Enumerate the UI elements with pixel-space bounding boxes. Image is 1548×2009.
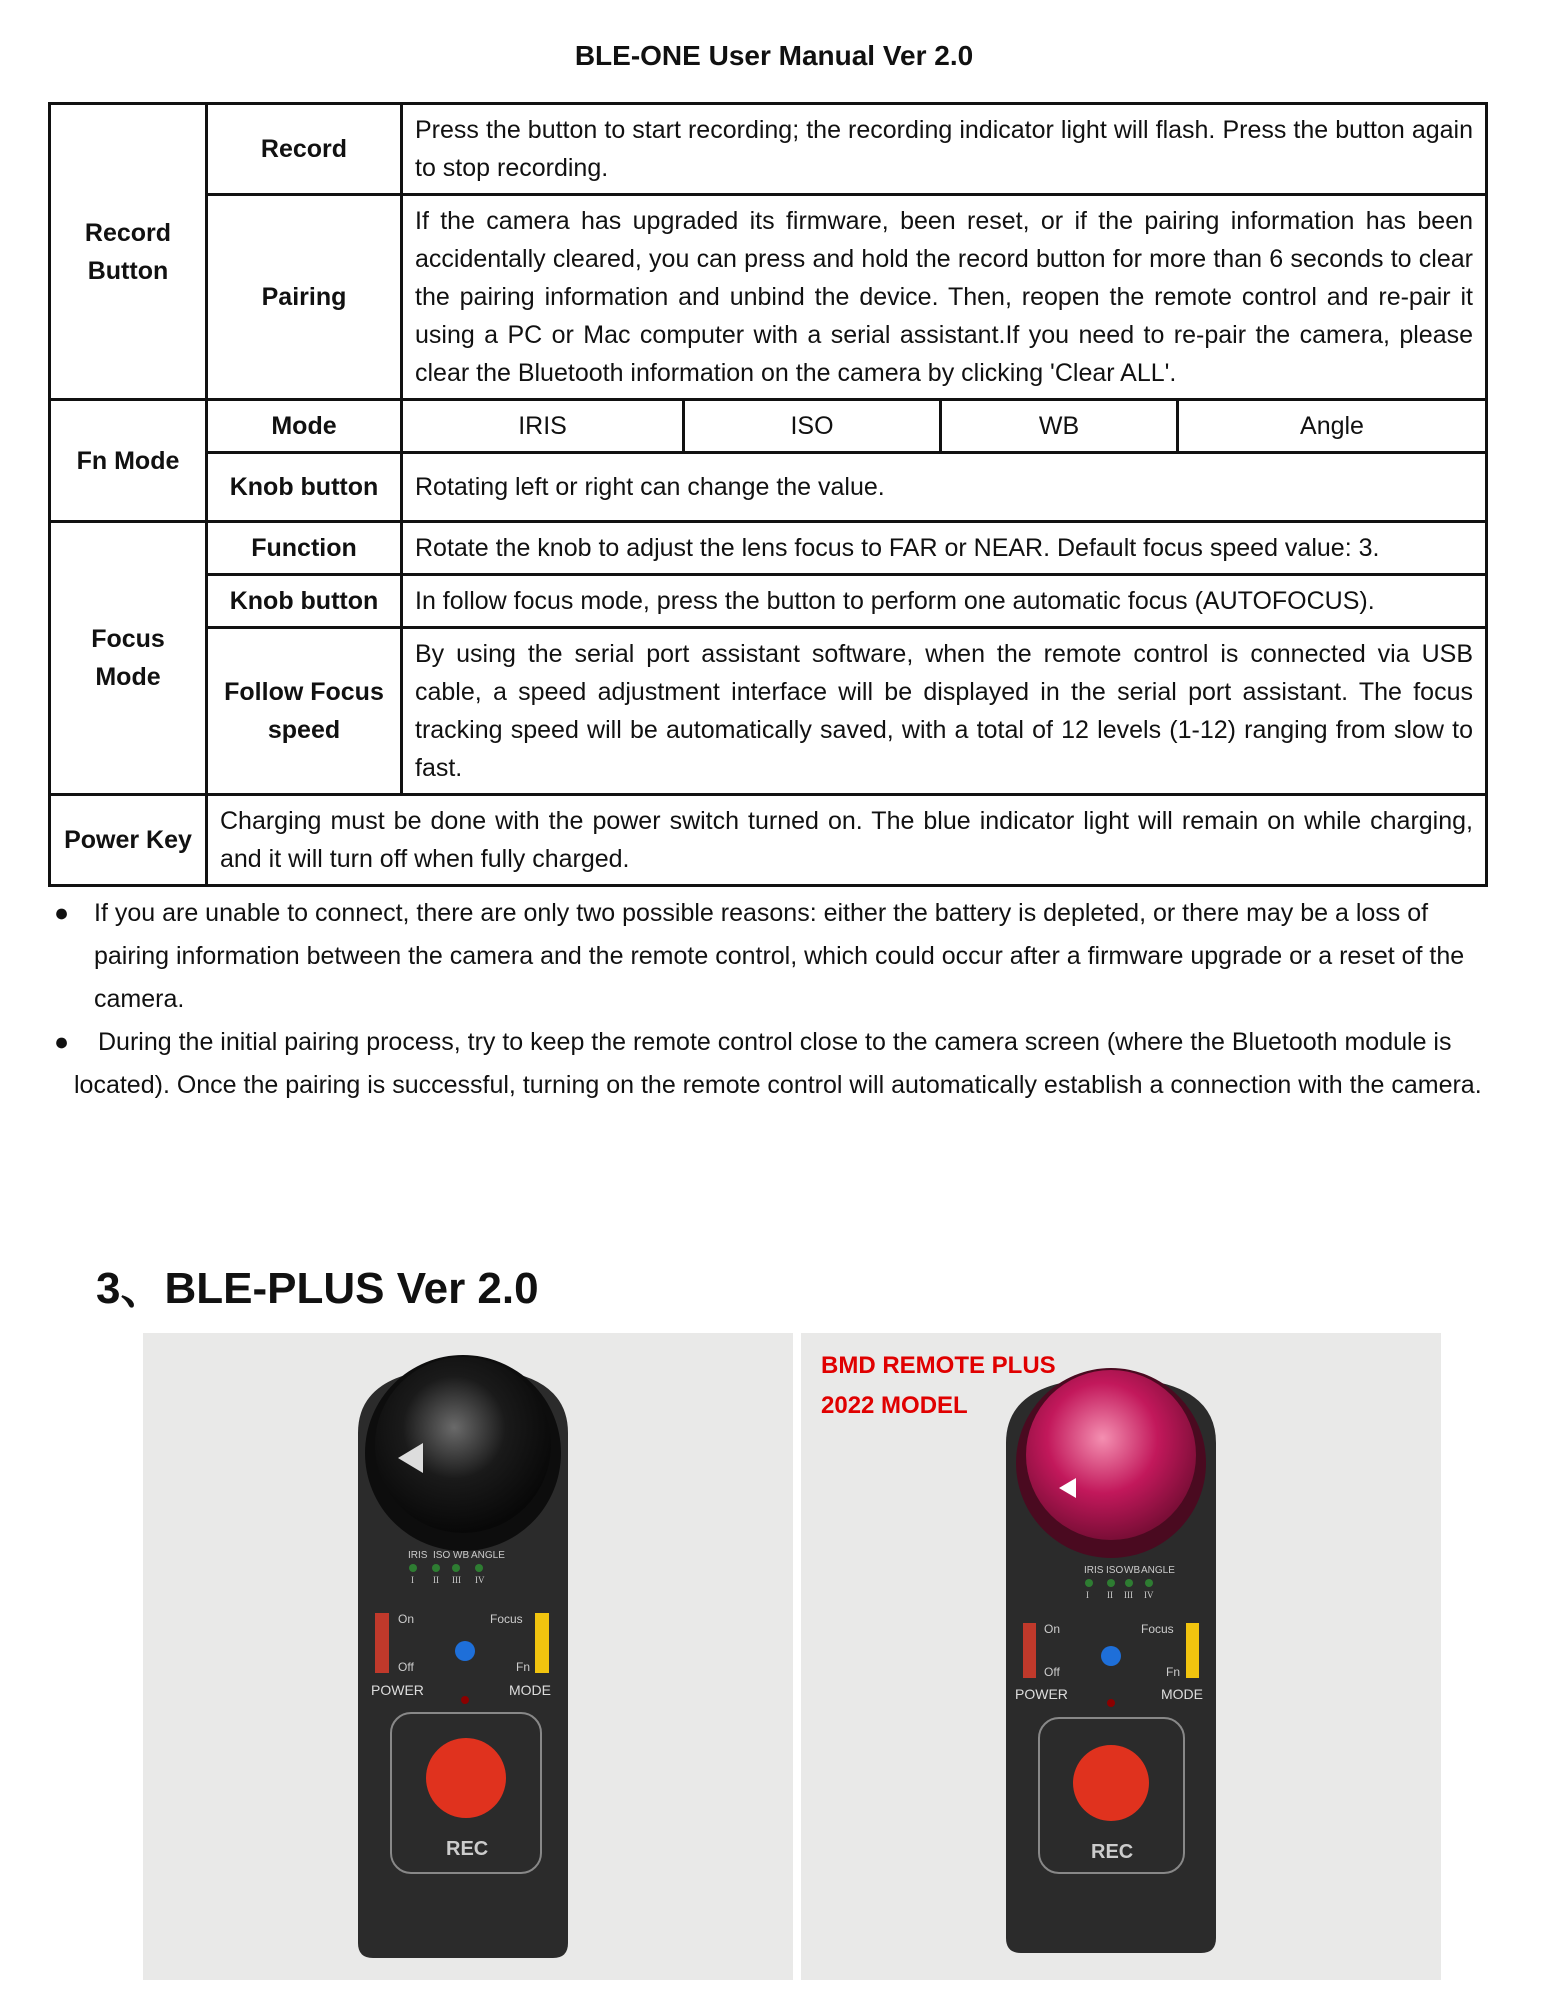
svg-text:Off: Off bbox=[1044, 1665, 1060, 1679]
row-label-mode: Mode bbox=[207, 400, 402, 453]
row-desc-power-key: Charging must be done with the power switch turned on. The blue indicator light will remain on while charging, and it will turn off when fully charged. bbox=[207, 795, 1487, 886]
list-item bbox=[48, 1021, 1488, 1107]
svg-text:IV: IV bbox=[1144, 1590, 1154, 1600]
svg-text:Focus: Focus bbox=[490, 1612, 523, 1626]
svg-text:Focus: Focus bbox=[1141, 1622, 1174, 1636]
svg-text:IRIS: IRIS bbox=[1084, 1565, 1104, 1576]
row-desc-record: Press the button to start recording; the recording indicator light will flash. Press the button again to stop recording. bbox=[402, 104, 1487, 195]
svg-text:II: II bbox=[1107, 1590, 1113, 1600]
overlay-label: 2022 MODEL bbox=[821, 1392, 968, 1419]
row-label-fn-knob: Knob button bbox=[207, 453, 402, 522]
svg-text:Fn: Fn bbox=[1166, 1665, 1181, 1679]
svg-text:ISO: ISO bbox=[433, 1550, 451, 1561]
svg-text:IV: IV bbox=[475, 1575, 485, 1585]
note-text: During the initial pairing process, try to keep the remote control close to the camera screen (where the Bluetooth module is located). Once the pairing is successful, turning on the remote control will automatically establish a connection with the camera. bbox=[74, 1028, 1482, 1099]
remote-illustration bbox=[143, 1333, 793, 1980]
manual-table bbox=[48, 102, 1488, 887]
row-label-pairing: Pairing bbox=[207, 195, 402, 400]
svg-text:Off: Off bbox=[398, 1660, 414, 1674]
table-row bbox=[50, 795, 1487, 886]
row-desc-follow-focus: By using the serial port assistant software, when the remote control is connected via USB cable, a speed adjustment interface will be displayed in the serial port assistant. The focus tracking speed will be automatically saved, with a total of 12 levels (1-12) ranging from slow to fast. bbox=[402, 628, 1487, 795]
mode-option-angle: Angle bbox=[1178, 400, 1487, 453]
row-desc-focus-knob: In follow focus mode, press the button to perform one automatic focus (AUTOFOCUS). bbox=[402, 575, 1487, 628]
svg-text:POWER: POWER bbox=[371, 1682, 424, 1698]
notes-list bbox=[48, 892, 1488, 1107]
table-row bbox=[50, 575, 1487, 628]
svg-text:III: III bbox=[1124, 1590, 1133, 1600]
rec-button bbox=[426, 1738, 506, 1818]
product-photo-black bbox=[143, 1333, 793, 1980]
svg-text:ISO: ISO bbox=[1106, 1565, 1124, 1576]
row-header-record-button: Record Button bbox=[50, 104, 207, 400]
table-row bbox=[50, 104, 1487, 195]
row-desc-pairing: If the camera has upgraded its firmware, been reset, or if the pairing information has been accidentally cleared, you can press and hold the record button for more than 6 seconds to clear the pairing information and unbind the device. Then, reopen the remote control and re-pair it using a PC or Mac computer with a serial assistant.If you need to re-pair the camera, please clear the Bluetooth information on the camera by clicking 'Clear ALL'. bbox=[402, 195, 1487, 400]
row-desc-fn-knob: Rotating left or right can change the value. bbox=[402, 453, 1487, 522]
section-heading: 3、BLE-PLUS Ver 2.0 bbox=[96, 1264, 539, 1313]
overlay-label: BMD REMOTE PLUS bbox=[821, 1352, 1056, 1379]
remote-illustration bbox=[801, 1333, 1441, 1980]
svg-text:II: II bbox=[433, 1575, 439, 1585]
page-title: BLE-ONE User Manual Ver 2.0 bbox=[574, 40, 974, 71]
row-label-follow-focus: Follow Focus speed bbox=[207, 628, 402, 795]
table-row bbox=[50, 453, 1487, 522]
row-label-function: Function bbox=[207, 522, 402, 575]
bullet-icon: ● bbox=[54, 1028, 70, 1056]
table-row bbox=[50, 628, 1487, 795]
svg-text:REC: REC bbox=[446, 1838, 489, 1860]
note-text: If you are unable to connect, there are only two possible reasons: either the battery is depleted, or there may be a loss of pairing information between the camera and the remote control, which could occur after a firmware upgrade or a reset of the camera. bbox=[94, 899, 1465, 1013]
mode-option-wb: WB bbox=[941, 400, 1178, 453]
row-desc-function: Rotate the knob to adjust the lens focus to FAR or NEAR. Default focus speed value: 3. bbox=[402, 522, 1487, 575]
row-header-focus-mode: Focus Mode bbox=[50, 522, 207, 795]
svg-text:ANGLE: ANGLE bbox=[471, 1550, 505, 1561]
svg-text:REC: REC bbox=[1091, 1841, 1134, 1863]
list-item bbox=[48, 892, 1488, 1021]
blue-led bbox=[1101, 1646, 1121, 1666]
svg-text:On: On bbox=[398, 1612, 415, 1626]
mode-switch bbox=[1186, 1623, 1199, 1678]
mode-option-iso: ISO bbox=[684, 400, 941, 453]
svg-text:POWER: POWER bbox=[1015, 1686, 1068, 1702]
table-row bbox=[50, 522, 1487, 575]
row-header-fn-mode: Fn Mode bbox=[50, 400, 207, 522]
power-switch bbox=[375, 1613, 389, 1673]
svg-text:WB: WB bbox=[453, 1550, 470, 1561]
product-photo-pink bbox=[801, 1333, 1441, 1980]
svg-text:Fn: Fn bbox=[516, 1660, 531, 1674]
blue-led bbox=[455, 1641, 475, 1661]
svg-text:III: III bbox=[452, 1575, 461, 1585]
svg-text:On: On bbox=[1044, 1622, 1061, 1636]
table-row bbox=[50, 195, 1487, 400]
svg-text:MODE: MODE bbox=[509, 1682, 551, 1698]
svg-text:I: I bbox=[1086, 1590, 1089, 1600]
svg-text:ANGLE: ANGLE bbox=[1141, 1565, 1175, 1576]
svg-text:WB: WB bbox=[1124, 1565, 1141, 1576]
rec-button bbox=[1073, 1745, 1149, 1821]
mode-option-iris: IRIS bbox=[402, 400, 684, 453]
svg-text:I: I bbox=[411, 1575, 414, 1585]
svg-text:MODE: MODE bbox=[1161, 1686, 1203, 1702]
row-header-power-key: Power Key bbox=[50, 795, 207, 886]
power-switch bbox=[1023, 1623, 1036, 1678]
row-label-focus-knob: Knob button bbox=[207, 575, 402, 628]
mode-switch bbox=[535, 1613, 549, 1673]
svg-text:IRIS: IRIS bbox=[408, 1550, 428, 1561]
row-label-record: Record bbox=[207, 104, 402, 195]
table-row bbox=[50, 400, 1487, 453]
bullet-icon: ● bbox=[54, 899, 70, 927]
